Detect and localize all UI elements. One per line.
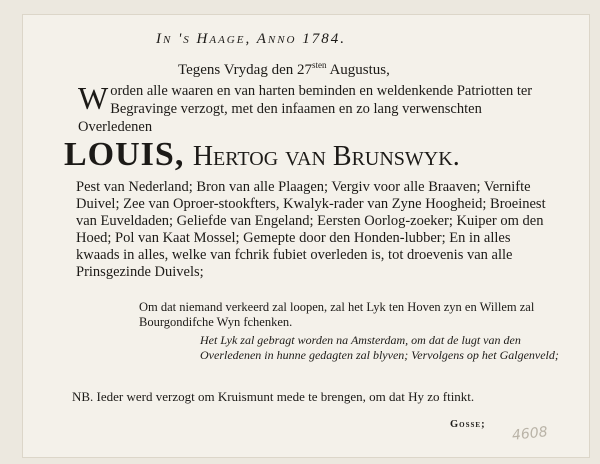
italic-paragraph: Het Lyk zal gebragt worden na Amsterdam, om dat de lugt van den Overledenen in hunne gedagten zal blyven; Vervolgens op het Galgenveld; — [200, 333, 559, 362]
notice-paragraph: Om dat niemand verkeerd zal loopen, zal het Lyk ten Hoven zyn en Willem zal Bourgondifche Wyn fchenken. — [139, 300, 535, 329]
date-tail: Augustus, — [329, 62, 390, 78]
intro-text: orden alle waaren en van harten beminden en weldenkende Patriotten ter Begravinge verzogt, met den infaamen en zo lang verwenschten Overledenen — [78, 83, 533, 135]
nb-note: NB. Ieder werd verzogt om Kruismunt mede te brengen, om dat Hy zo ftinkt. — [72, 389, 475, 404]
name-first: LOUIS, — [64, 136, 185, 173]
signature: Gosse; — [450, 419, 486, 430]
date-line — [178, 60, 390, 79]
drop-cap: W — [78, 80, 109, 116]
epithets-paragraph: Pest van Nederland; Bron van alle Plaagen; Vergiv voor alle Braaven; Vernifte Duivel; Zee van Oproer-stookfters, Kwalyk-rader van Zyne Hoogheid; Broeinest van Euveldaden; Geliefde van Engeland; Eersten Oorlog-zoeker; Kuiper om den Hoed; Pol van Kaat Mossel; Gemepte door den Honden-lubber; En in alles kwaads in alles, welke van fchrik fubiet overleden is, tot droevenis van alle Prinsgezinde Duivels; — [76, 179, 546, 280]
date-main: Tegens Vrydag den 27 — [178, 62, 312, 78]
deceased-name — [64, 136, 460, 174]
intro-paragraph — [78, 82, 548, 136]
date-superscript: sten — [312, 60, 327, 70]
page-heading: In 's Haage, Anno 1784. — [156, 31, 346, 47]
name-title: Hertog van Brunswyk. — [192, 141, 460, 172]
pencil-annotation: 4608 — [511, 424, 549, 444]
